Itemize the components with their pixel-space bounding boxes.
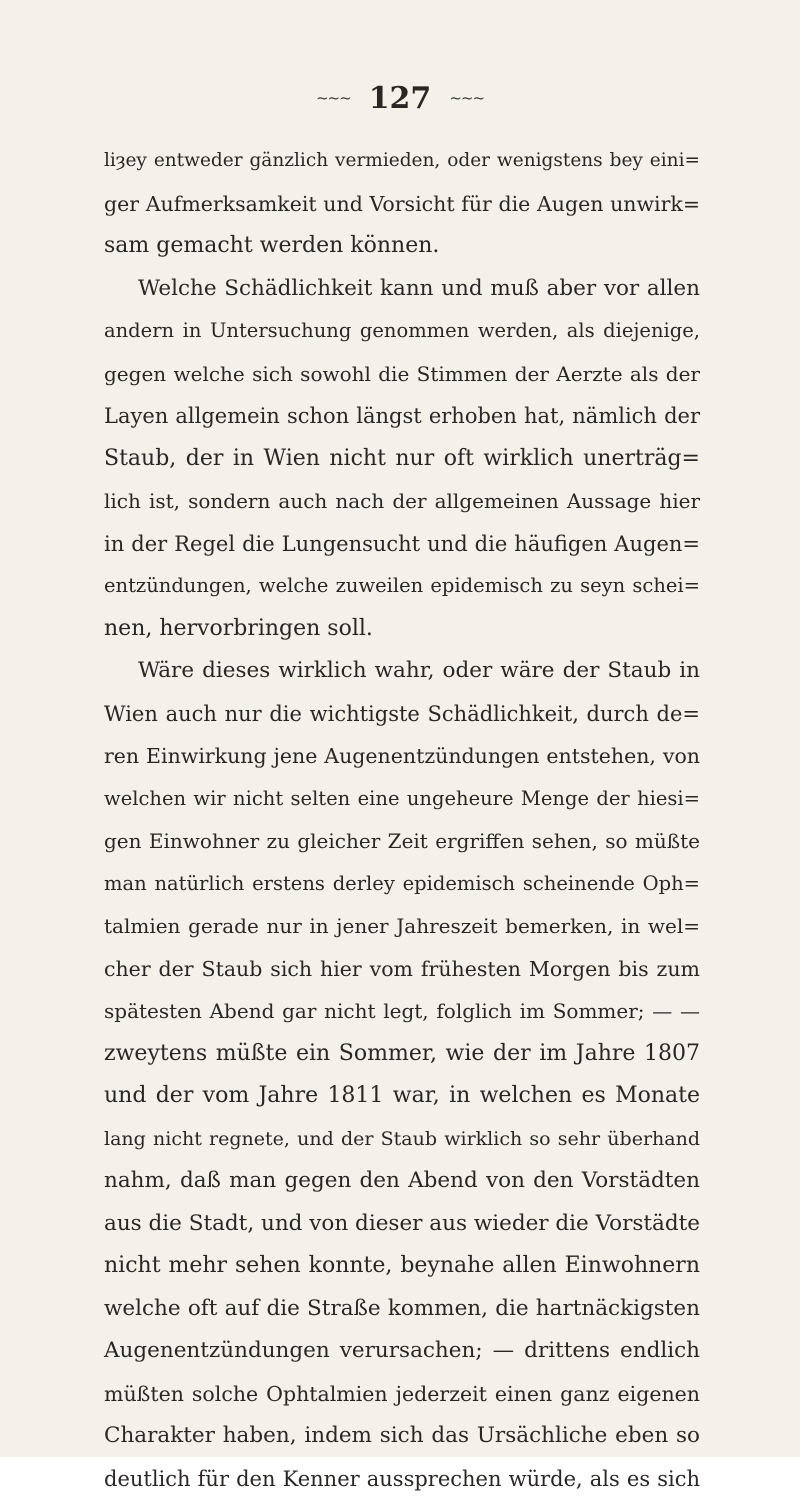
text-line: Wien auch nur die wichtigste Schädlichkeit, durch de=: [104, 693, 700, 736]
text-line: Wäre dieses wirklich wahr, oder wäre der Staub in: [104, 650, 700, 693]
text-line: cher der Staub sich hier vom frühesten Morgen bis zum: [104, 948, 700, 991]
text-line: Staub, der in Wien nicht nur oft wirklich unerträg=: [104, 438, 700, 481]
text-line: deutlich für den Kenner aussprechen würde, als es sich: [104, 1458, 700, 1500]
text-line: zweytens müßte ein Sommer, wie der im Jahre 1807: [104, 1033, 700, 1076]
text-line: andern in Untersuchung genommen werden, als diejenige,: [104, 310, 700, 353]
text-line: sam gemacht werden können.: [104, 225, 700, 268]
text-line: gen Einwohner zu gleicher Zeit ergriffen sehen, so müßte: [104, 820, 700, 863]
ornament-right: ~~~: [449, 89, 484, 107]
text-line: nicht mehr sehen konnte, beynahe allen Einwohnern: [104, 1245, 700, 1288]
text-line: Layen allgemein schon längst erhoben hat, nämlich der: [104, 395, 700, 438]
ornament-left: ~~~: [316, 89, 351, 107]
text-line: welche oft auf die Straße kommen, die hartnäckigsten: [104, 1288, 700, 1331]
text-line: in der Regel die Lungensucht und die häufigen Augen=: [104, 523, 700, 566]
text-line: gegen welche sich sowohl die Stimmen der Aerzte als der: [104, 353, 700, 396]
text-line: nen, hervorbringen soll.: [104, 608, 700, 651]
body-text: [104, 140, 700, 1500]
text-line: entzündungen, welche zuweilen epidemisch zu seyn schei=: [104, 565, 700, 608]
text-line: ren Einwirkung jene Augenentzündungen entstehen, von: [104, 735, 700, 778]
text-line: welchen wir nicht selten eine ungeheure Menge der hiesi=: [104, 778, 700, 821]
text-line: lich ist, sondern auch nach der allgemeinen Aussage hier: [104, 480, 700, 523]
text-line: nahm, daß man gegen den Abend von den Vorstädten: [104, 1160, 700, 1203]
text-line: talmien gerade nur in jener Jahreszeit bemerken, in wel=: [104, 905, 700, 948]
text-line: und der vom Jahre 1811 war, in welchen es Monate: [104, 1075, 700, 1118]
text-line: lang nicht regnete, und der Staub wirklich so sehr überhand: [104, 1118, 700, 1161]
text-line: Charakter haben, indem sich das Ursächliche eben so: [104, 1415, 700, 1458]
text-line: ger Aufmerksamkeit und Vorsicht für die Augen unwirk=: [104, 183, 700, 226]
text-line: liȝey entweder gänzlich vermieden, oder wenigstens bey eini=: [104, 140, 700, 183]
text-line: spätesten Abend gar nicht legt, folglich im Sommer; — —: [104, 990, 700, 1033]
text-line: man natürlich erstens derley epidemisch scheinende Oph=: [104, 863, 700, 906]
text-line: aus die Stadt, und von dieser aus wieder die Vorstädte: [104, 1203, 700, 1246]
page-number: 127: [369, 81, 432, 116]
text-line: Welche Schädlichkeit kann und muß aber vor allen: [104, 268, 700, 311]
text-line: müßten solche Ophtalmien jederzeit einen ganz eigenen: [104, 1373, 700, 1416]
text-line: Augenentzündungen verursachen; — drittens endlich: [104, 1330, 700, 1373]
page-header: [0, 78, 800, 118]
